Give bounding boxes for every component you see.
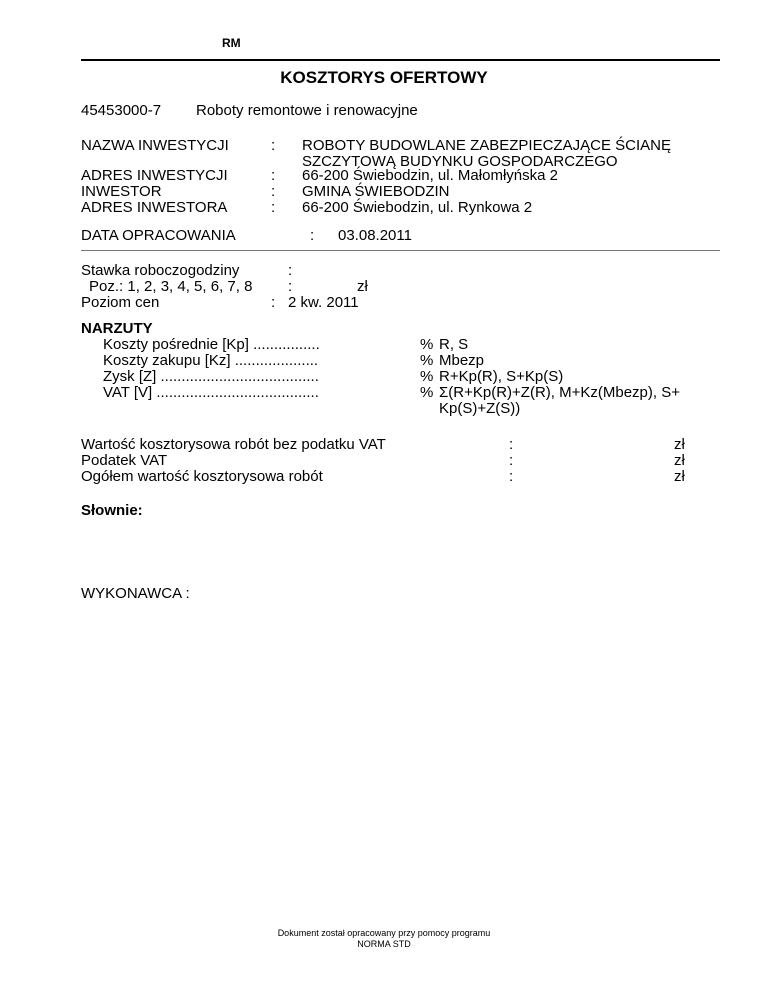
narzut-kz-percent: % — [420, 352, 434, 369]
narzut-vat-label: VAT [V] ....................................... — [103, 384, 319, 401]
cpv-name: Roboty remontowe i renowacyjne — [196, 102, 418, 119]
nazwa-value-line2: SZCZYTOWĄ BUDYNKU GOSPODARCZEGO — [302, 153, 618, 170]
poziom-cen-sep: : — [271, 294, 276, 311]
stawka-poz-label: Poz.: 1, 2, 3, 4, 5, 6, 7, 8 — [89, 278, 253, 295]
nazwa-sep: : — [271, 137, 276, 154]
adres-inwestora-value: 66-200 Świebodzin, ul. Rynkowa 2 — [302, 199, 533, 216]
footer-line1: Dokument został opracowany przy pomocy programu — [277, 928, 491, 938]
section-divider — [81, 250, 720, 251]
podatek-vat-sep: : — [509, 452, 514, 469]
document-title: KOSZTORYS OFERTOWY — [280, 68, 488, 87]
narzut-kp-label: Koszty pośrednie [Kp] ................ — [103, 336, 320, 353]
wartosc-netto-label: Wartość kosztorysowa robót bez podatku VAT — [81, 436, 386, 453]
adres-inwestycji-label: ADRES INWESTYCJI — [81, 167, 228, 184]
narzut-z-base: R+Kp(R), S+Kp(S) — [439, 368, 564, 385]
stawka-poz-sep: : — [288, 278, 293, 295]
data-opracowania-value: 03.08.2011 — [338, 227, 412, 244]
slownie-label: Słownie: — [81, 502, 143, 519]
wartosc-ogolem-label: Ogółem wartość kosztorysowa robót — [81, 468, 323, 485]
cpv-code: 45453000-7 — [81, 102, 162, 119]
inwestor-label: INWESTOR — [81, 183, 162, 200]
podatek-vat-label: Podatek VAT — [81, 452, 168, 469]
header-mark: RM — [222, 36, 241, 50]
inwestor-value: GMINA ŚWIEBODZIN — [302, 183, 450, 200]
wartosc-netto-currency: zł — [674, 436, 685, 453]
adres-inwestycji-sep: : — [271, 167, 276, 184]
narzut-vat-base-cont: Kp(S)+Z(S)) — [439, 400, 521, 417]
narzut-z-percent: % — [420, 368, 434, 385]
wartosc-ogolem-sep: : — [509, 468, 514, 485]
narzut-kp-base: R, S — [439, 336, 469, 353]
narzut-vat-base: Σ(R+Kp(R)+Z(R), M+Kz(Mbezp), S+ — [439, 384, 680, 401]
narzut-kz-label: Koszty zakupu [Kz] .................... — [103, 352, 319, 369]
narzut-vat-percent: % — [420, 384, 434, 401]
stawka-sep: : — [288, 262, 293, 279]
header-rule — [81, 59, 720, 61]
podatek-vat-currency: zł — [674, 452, 685, 469]
poziom-cen-value: 2 kw. 2011 — [288, 294, 359, 311]
adres-inwestora-sep: : — [271, 199, 276, 216]
data-opracowania-label: DATA OPRACOWANIA — [81, 227, 236, 244]
inwestor-sep: : — [271, 183, 276, 200]
wykonawca-label: WYKONAWCA : — [81, 585, 190, 602]
narzut-kp-percent: % — [420, 336, 434, 353]
narzut-z-label: Zysk [Z] ...................................... — [103, 368, 319, 385]
data-opracowania-sep: : — [310, 227, 315, 244]
narzuty-heading: NARZUTY — [81, 320, 153, 337]
stawka-currency: zł — [357, 278, 368, 295]
nazwa-label: NAZWA INWESTYCJI — [81, 137, 229, 154]
nazwa-value-line1: ROBOTY BUDOWLANE ZABEZPIECZAJĄCE ŚCIANĘ — [302, 137, 671, 154]
stawka-label: Stawka roboczogodziny — [81, 262, 240, 279]
narzut-kz-base: Mbezp — [439, 352, 485, 369]
wartosc-netto-sep: : — [509, 436, 514, 453]
adres-inwestora-label: ADRES INWESTORA — [81, 199, 228, 216]
adres-inwestycji-value: 66-200 Świebodzin, ul. Małomłyńska 2 — [302, 167, 558, 184]
footer-line2: NORMA STD — [357, 939, 411, 949]
poziom-cen-label: Poziom cen — [81, 294, 160, 311]
wartosc-ogolem-currency: zł — [674, 468, 685, 485]
